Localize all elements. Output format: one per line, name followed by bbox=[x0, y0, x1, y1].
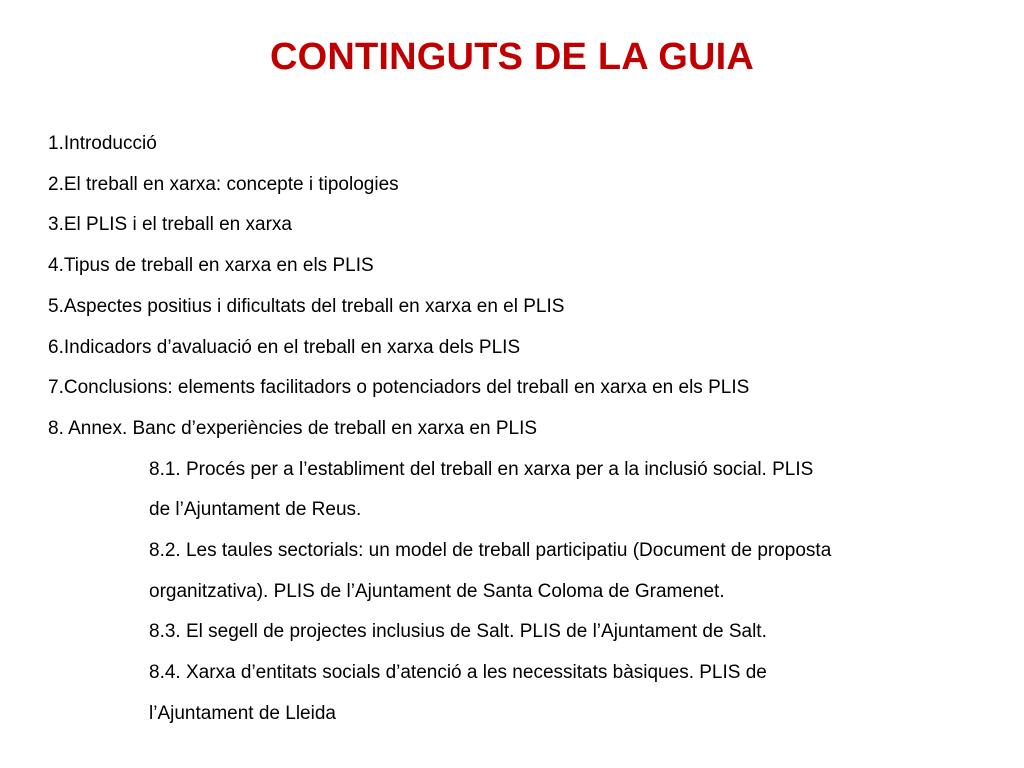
slide-title: CONTINGUTS DE LA GUIA bbox=[269, 36, 755, 78]
toc-item-indicadors: 6.Indicadors d’avaluació en el treball en xarxa dels PLIS bbox=[48, 336, 521, 358]
toc-subitem-8-1-line-1: 8.1. Procés per a l’establiment del treball en xarxa per a la inclusió social. PLIS bbox=[149, 458, 814, 480]
toc-subitem-8-2-line-2: organitzativa). PLIS de l’Ajuntament de Santa Coloma de Gramenet. bbox=[149, 580, 725, 602]
toc-item-treball-en-xarxa: 2.El treball en xarxa: concepte i tipologies bbox=[48, 173, 399, 195]
toc-item-annex: 8. Annex. Banc d’experiències de treball en xarxa en PLIS bbox=[48, 417, 538, 439]
toc-subitem-8-3: 8.3. El segell de projectes inclusius de Salt. PLIS de l’Ajuntament de Salt. bbox=[149, 621, 767, 643]
toc-item-conclusions: 7.Conclusions: elements facilitadors o potenciadors del treball en xarxa en els PLIS bbox=[48, 377, 750, 399]
table-of-contents bbox=[48, 124, 1008, 735]
toc-item-aspectes: 5.Aspectes positius i dificultats del treball en xarxa en el PLIS bbox=[48, 295, 565, 317]
toc-subitem-8-4-line-1: 8.4. Xarxa d’entitats socials d’atenció a les necessitats bàsiques. PLIS de bbox=[149, 662, 767, 684]
toc-item-plis-treball: 3.El PLIS i el treball en xarxa bbox=[48, 214, 292, 236]
toc-item-introduccio: 1.Introducció bbox=[48, 133, 157, 154]
toc-item-tipus: 4.Tipus de treball en xarxa en els PLIS bbox=[48, 255, 374, 277]
toc-subitem-8-1-line-2: de l’Ajuntament de Reus. bbox=[149, 499, 362, 521]
toc-subitem-8-4-line-2: l’Ajuntament de Lleida bbox=[149, 702, 336, 724]
toc-subitem-8-2-line-1: 8.2. Les taules sectorials: un model de treball participatiu (Document de proposta bbox=[149, 540, 832, 562]
